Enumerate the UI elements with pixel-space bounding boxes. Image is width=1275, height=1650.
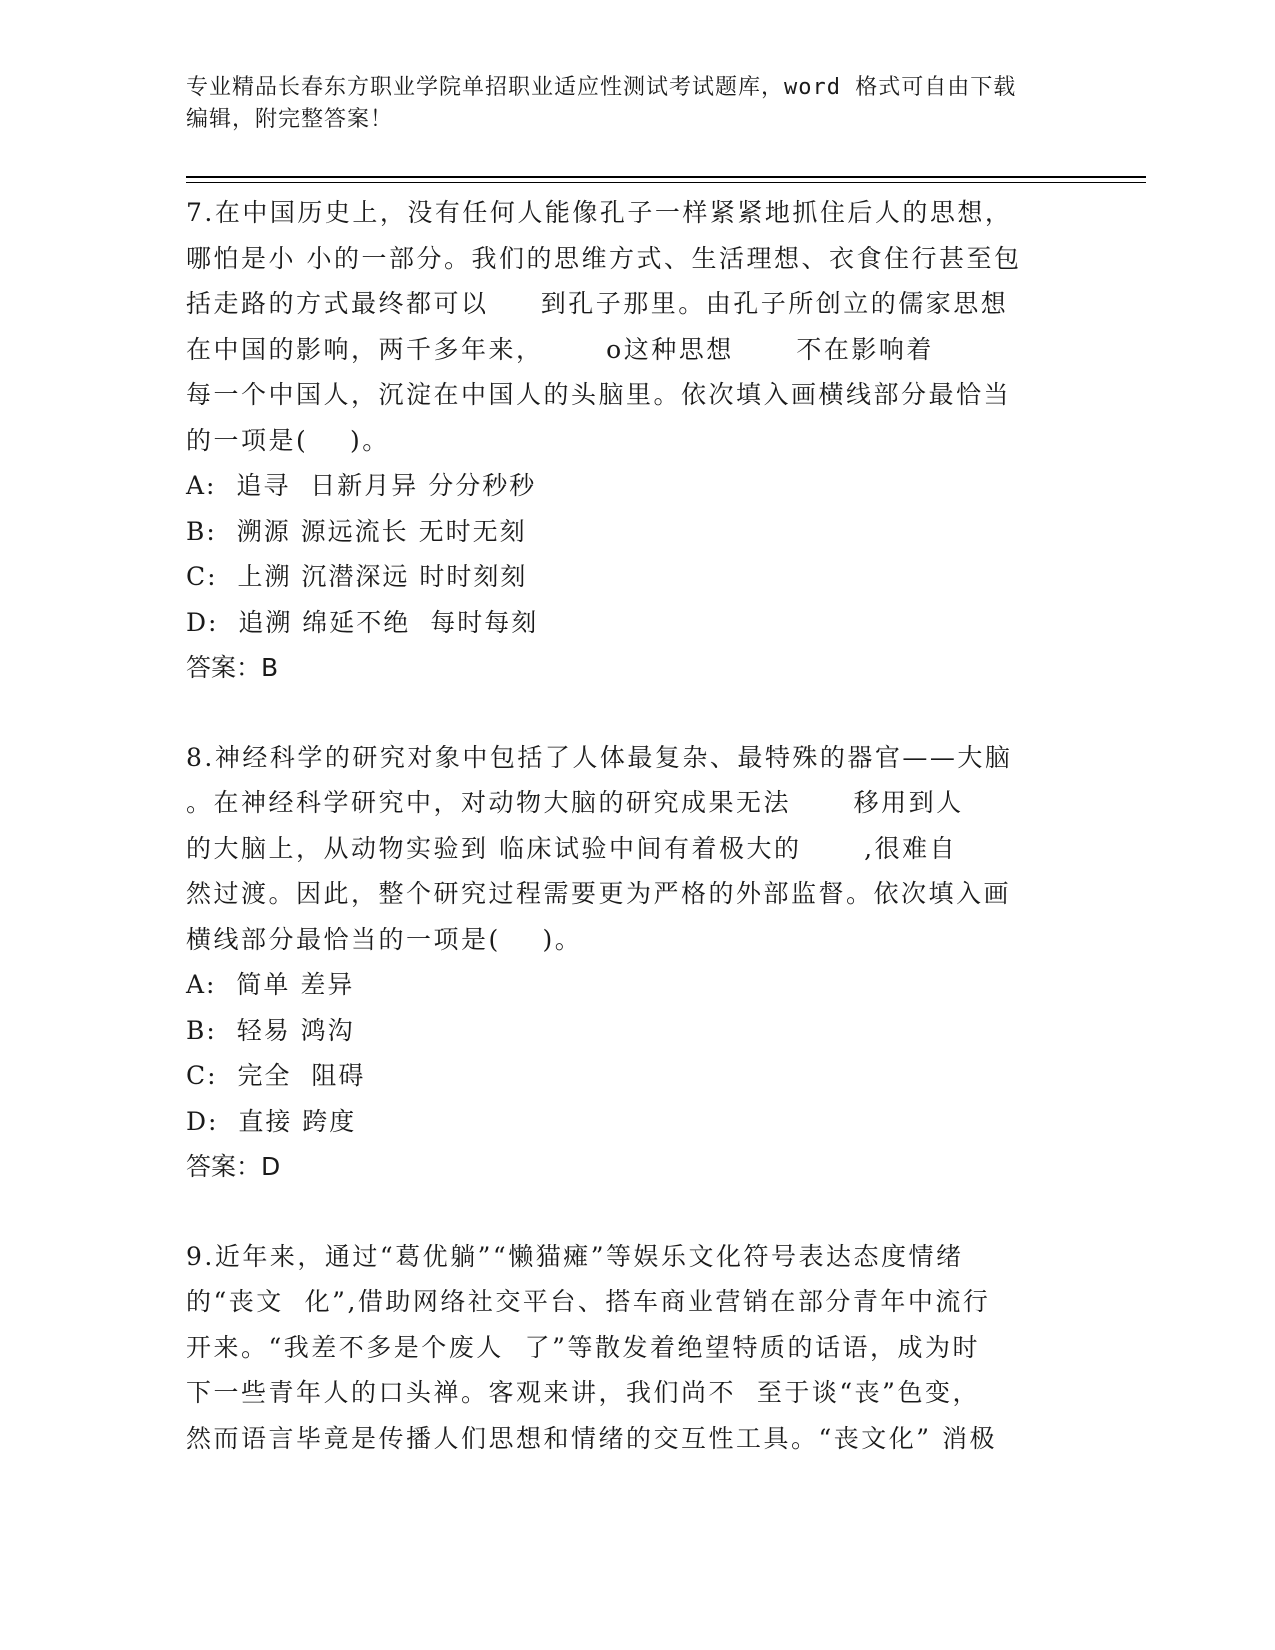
header-rule-thick [186,176,1146,178]
option-d: D: 直接 跨度 [186,1106,357,1136]
question-9 [186,1234,1086,1462]
option-a: A: 简单 差异 [186,970,355,999]
option-b: B: 轻易 鸿沟 [186,1015,355,1045]
question-text-line: 横线部分最恰当的一项是( )。 [186,924,583,954]
question-text-line: 括走路的方式最终都可以 到孔子那里。由孔子所创立的儒家思想 [186,289,1009,318]
option-b: B: 溯源 源远流长 无时无刻 [186,516,527,546]
question-text-line: 然而语言毕竟是传播人们思想和情绪的交互性工具。“丧文化” 消极 [186,1423,998,1453]
question-8 [186,735,1086,1190]
question-text-line: 然过渡。因此，整个研究过程需要更为严格的外部监督。依次填入画 [186,879,1012,908]
question-text-line: 的一项是( )。 [186,425,390,455]
questions-content [186,190,1086,1461]
question-text-line: 9.近年来，通过“葛优躺”“懒猫瘫”等娱乐文化符号表达态度情绪 [186,1241,964,1271]
question-text-line: 的“丧文 化”,借助网络社交平台、搭车商业营销在部分青年中流行 [186,1287,991,1316]
document-header [186,72,1086,136]
option-d: D: 追溯 绵延不绝 每时每刻 [186,607,539,637]
question-text-line: 开来。“我差不多是个废人 了”等散发着绝望特质的话语，成为时 [186,1332,980,1362]
question-text-line: 8.神经科学的研究对象中包括了人体最复杂、最特殊的器官——大脑 [186,742,1013,772]
option-c: C: 完全 阻碍 [186,1061,366,1090]
question-text-line: 哪怕是小 小的一部分。我们的思维方式、生活理想、衣食住行甚至包 [186,243,1022,273]
question-text-line: 下一些青年人的口头禅。客观来讲，我们尚不 至于谈“丧”色变， [186,1378,980,1407]
question-7 [186,190,1086,691]
question-text-line: 在中国的影响，两千多年来， o这种思想 不在影响着 [186,334,934,364]
option-a: A: 追寻 日新月异 分分秒秒 [186,471,537,500]
answer: 答案：D [186,1152,281,1181]
question-text-line: 每一个中国人，沉淀在中国人的头脑里。依次填入画横线部分最恰当 [186,380,1012,409]
option-c: C: 上溯 沉潜深远 时时刻刻 [186,562,528,591]
question-text-line: 的大脑上，从动物实验到 临床试验中间有着极大的 ,很难自 [186,833,958,863]
header-line-2: 编辑，附完整答案！ [186,107,394,132]
question-text-line: 7.在中国历史上，没有任何人能像孔子一样紧紧地抓住后人的思想， [186,198,1013,227]
answer: 答案：B [186,653,279,682]
header-line-1: 专业精品长春东方职业学院单招职业适应性测试考试题库，word 格式可自由下载 [186,75,1017,100]
question-text-line: 。在神经科学研究中，对动物大脑的研究成果无法 移用到人 [186,788,964,817]
header-rule-thin [186,182,1146,183]
